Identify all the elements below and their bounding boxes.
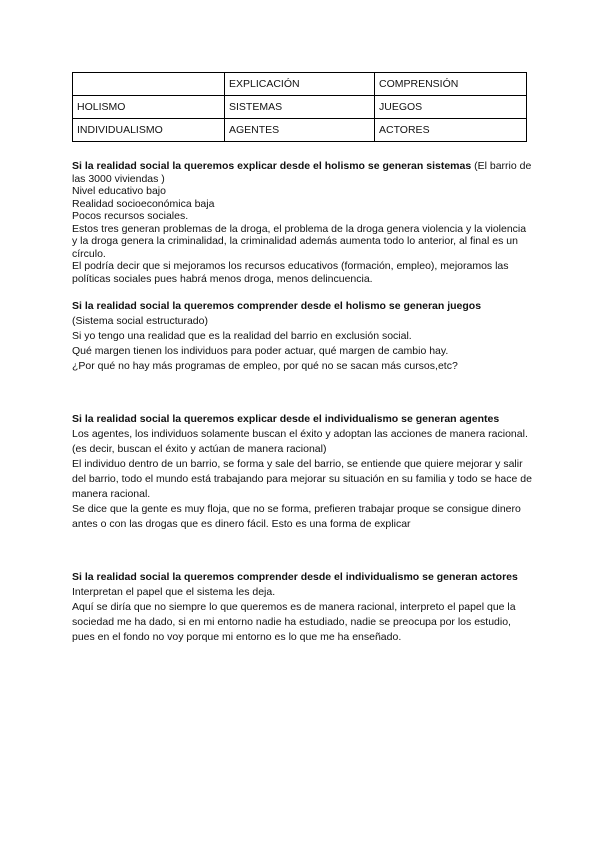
section-line: Interpretan el papel que el sistema les deja. [72, 586, 276, 598]
section-individualismo-comprender [72, 570, 532, 645]
section-line: Si yo tengo una realidad que es la realidad del barrio en exclusión social. [72, 330, 412, 342]
table-cell: INDIVIDUALISMO [73, 119, 225, 142]
section-line: Realidad socioeconómica baja [72, 197, 215, 210]
section-line: Se dice que la gente es muy floja, que no se forma, prefieren trabajar proque se consigue dinero antes o con las drogas que es dinero fácil. Esto es una forma de explicar [72, 503, 521, 530]
table-cell: SISTEMAS [225, 96, 375, 119]
section-heading: Si la realidad social la queremos explicar desde el individualismo se generan agentes [72, 413, 500, 425]
section-paragraph [72, 160, 532, 185]
section-holismo-comprender [72, 299, 532, 374]
section-heading-tail: (El barrio de las 3000 viviendas ) [72, 160, 532, 185]
section-line: Nivel educativo bajo [72, 185, 166, 197]
section-heading: Si la realidad social la queremos comprender desde el individualismo se generan actores [72, 571, 518, 583]
section-line: El podría decir que si mejoramos los recursos educativos (formación, empleo), mejoramos las políticas sociales pues habrá menos droga, menos delincuencia. [72, 260, 509, 285]
section-individualismo-explicar [72, 412, 532, 532]
section-line: (Sistema social estructurado) [72, 315, 208, 327]
section-line: Pocos recursos sociales. [72, 210, 189, 222]
table-cell: ACTORES [375, 119, 527, 142]
section-line: Aquí se diría que no siempre lo que queremos es de manera racional, interpreto el papel que la sociedad me ha dado, si en mi entorno nadie ha estudiado, nadie se preocupa por los estudio, pues en el fondo no voy porque mi entorno es lo que me ha enseñado. [72, 601, 516, 643]
table-cell: JUEGOS [375, 96, 527, 119]
section-holismo-explicar [72, 160, 532, 285]
section-line: ¿Por qué no hay más programas de empleo, por qué no se sacan más cursos,etc? [72, 360, 458, 372]
table-cell [73, 73, 225, 96]
document-body [72, 160, 532, 645]
section-heading: Si la realidad social la queremos comprender desde el holismo se generan juegos [72, 300, 482, 312]
table-cell: HOLISMO [73, 96, 225, 119]
table-header-row [73, 73, 527, 96]
section-line: Qué margen tienen los individuos para poder actuar, qué margen de cambio hay. [72, 345, 449, 357]
section-line: Estos tres generan problemas de la droga, el problema de la droga genera violencia y la violencia y la droga genera la criminalidad, la criminalidad además aumenta todo lo anterior, al final es un círculo. [72, 222, 527, 260]
table-cell: COMPRENSIÓN [375, 73, 527, 96]
table-row [73, 119, 527, 142]
table-cell: AGENTES [225, 119, 375, 142]
table-row [73, 96, 527, 119]
concept-table [72, 72, 527, 142]
section-heading: Si la realidad social la queremos explicar desde el holismo se generan sistemas [72, 160, 472, 172]
section-line: Los agentes, los individuos solamente buscan el éxito y adoptan las acciones de manera racional. (es decir, buscan el éxito y actúan de manera racional) [72, 428, 528, 455]
section-line: El individuo dentro de un barrio, se forma y sale del barrio, se entiende que quiere mejorar y salir del barrio, todo el mundo está trabajando para mejorar su situación en su familia y todo se hace de manera racional. [72, 458, 532, 500]
table-cell: EXPLICACIÓN [225, 73, 375, 96]
